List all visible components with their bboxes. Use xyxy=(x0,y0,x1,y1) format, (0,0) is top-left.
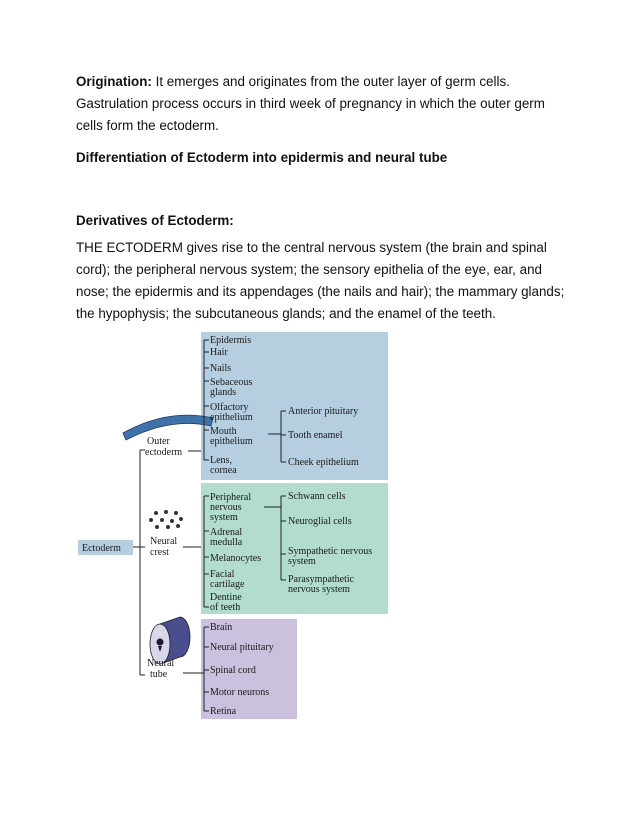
outer-item: Hair xyxy=(210,347,228,358)
crest-item: medulla xyxy=(210,537,243,548)
outer-sub-item: Tooth enamel xyxy=(288,430,343,441)
tube-item: Neural pituitary xyxy=(210,642,274,653)
tube-item: Retina xyxy=(210,706,237,717)
differentiation-heading: Differentiation of Ectoderm into epidermis and neural tube xyxy=(76,150,448,165)
outer-item: Epidermis xyxy=(210,335,252,346)
origination-paragraph xyxy=(76,71,566,137)
outer-sub-item: Cheek epithelium xyxy=(288,457,359,468)
crest-sub-item: Parasympathetic xyxy=(288,574,355,585)
outer-item: cornea xyxy=(210,465,237,476)
outer-item: Lens, xyxy=(210,455,232,466)
tube-item: Spinal cord xyxy=(210,665,256,676)
tube-item: Brain xyxy=(210,622,233,633)
outer-item: Nails xyxy=(210,363,232,374)
derivatives-heading: Derivatives of Ectoderm: xyxy=(76,213,234,228)
outer-ectoderm-label: ectoderm xyxy=(145,447,183,458)
origination-text: It emerges and originates from the outer layer of germ cells. Gastrulation process occurs in third week of pregnancy in which the outer germ cells form the ectoderm. xyxy=(76,74,545,133)
ectoderm-root-label: Ectoderm xyxy=(82,543,121,554)
outer-item: Mouth xyxy=(210,426,237,437)
crest-sub-item: system xyxy=(288,556,316,567)
crest-item: Dentine xyxy=(210,592,242,603)
crest-sub-item: Sympathetic nervous xyxy=(288,546,373,557)
crest-item: nervous xyxy=(210,502,242,513)
crest-item: Facial xyxy=(210,569,235,580)
neural-crest-cells-icon xyxy=(149,510,183,529)
derivatives-paragraph: THE ECTODERM gives rise to the central nervous system (the brain and spinal cord); the peripheral nervous system; the sensory epithelia of the eye, ear, and nose; the epidermis and its appendages (the nails and hair); the mammary glands; the hypophysis; the subcutaneous glands; and the enamel of the teeth. xyxy=(76,240,565,321)
crest-sub-item: Schwann cells xyxy=(288,491,346,502)
neural-tube-label: Neural xyxy=(147,658,175,669)
outer-item: glands xyxy=(210,387,237,398)
outer-ectoderm-label: Outer xyxy=(147,436,170,447)
crest-item: Peripheral xyxy=(210,492,252,503)
crest-sub-item: nervous system xyxy=(288,584,350,595)
crest-item: of teeth xyxy=(210,602,241,613)
outer-item: Olfactory xyxy=(210,402,249,413)
crest-item: system xyxy=(210,512,238,523)
outer-item: epithelium xyxy=(210,436,253,447)
origination-label: Origination: xyxy=(76,74,152,89)
neural-tube-label: tube xyxy=(150,669,168,680)
crest-sub-item: Neuroglial cells xyxy=(288,516,352,527)
crest-item: Adrenal xyxy=(210,527,243,538)
tube-item: Motor neurons xyxy=(210,687,270,698)
neural-crest-label: Neural xyxy=(150,536,178,547)
ectoderm-derivatives-diagram xyxy=(78,330,398,725)
outer-item: epithelium xyxy=(210,412,253,423)
crest-item: cartilage xyxy=(210,579,245,590)
neural-tube-icon xyxy=(150,617,190,664)
crest-item: Melanocytes xyxy=(210,553,262,564)
outer-item: Sebaceous xyxy=(210,377,253,388)
neural-crest-label: crest xyxy=(150,547,169,558)
outer-sub-item: Anterior pituitary xyxy=(288,406,359,417)
